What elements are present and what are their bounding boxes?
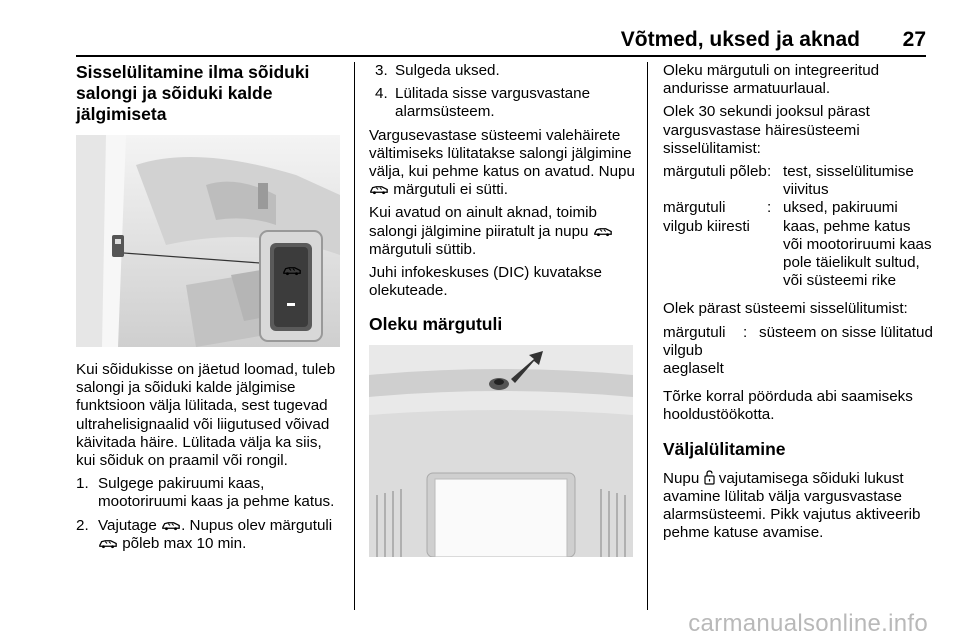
page-number: 27 <box>902 28 926 51</box>
section-title: Võtmed, uksed ja aknad <box>620 28 860 51</box>
column-1 <box>76 62 342 558</box>
step-text: põleb max 10 min. <box>118 534 247 552</box>
unlock-icon <box>704 470 715 485</box>
separator-cell: : <box>767 199 772 217</box>
step-text: Vajutage <box>98 516 162 534</box>
car-alarm-icon <box>593 226 613 237</box>
column-2 <box>369 62 635 557</box>
step-number: 2. <box>76 516 89 534</box>
list-item <box>369 85 635 121</box>
term-cell: märgutuli vilgub aeglaselt <box>663 323 726 378</box>
list-item <box>76 475 342 511</box>
status-table <box>663 324 933 379</box>
car-alarm-icon <box>369 184 389 195</box>
description-cell: süsteem on sisse lülitatud <box>759 323 933 341</box>
steps-list <box>76 475 342 553</box>
section-heading: Väljalülitamine <box>663 438 786 459</box>
separator-cell: : <box>743 323 748 341</box>
paragraph: Kui avatud on ainult aknad, toimib salongi jälgimine piiratult ja nupu märgutuli süttib. <box>369 204 635 259</box>
steps-list <box>369 62 635 122</box>
paragraph: Tõrke korral pöörduda abi saamiseks hooldustöökotta. <box>663 388 913 424</box>
table-row <box>663 199 933 290</box>
step-number: 4. <box>375 85 388 103</box>
paragraph: Juhi infokeskuses (DIC) kuvatakse olekuteade. <box>369 264 602 300</box>
list-item <box>76 517 342 553</box>
step-text: . Nupus olev märgutuli <box>181 516 333 534</box>
description-cell: test, sisselülitumise viivitus <box>783 163 914 199</box>
car-alarm-icon <box>161 520 181 531</box>
list-item <box>369 62 635 80</box>
pedal-area-illustration <box>76 135 340 347</box>
header-rule <box>76 55 926 57</box>
step-number: 1. <box>76 475 89 493</box>
watermark: carmanualsonline.info <box>688 610 928 637</box>
status-table <box>663 163 933 290</box>
paragraph: Vargusevastase süsteemi valehäirete vältimiseks lülitatakse salongi jälgimine välja, kui pehme katus on avatud. Nupu märgutuli ei sütti. <box>369 126 635 199</box>
step-text: Lülitada sisse vargusvastane alarmsüsteem. <box>395 85 591 121</box>
paragraph: Oleku märgutuli on integreeritud andurisse armatuurlaual. <box>663 62 880 98</box>
section-heading: Sisselülitamine ilma sõiduki salongi ja sõiduki kalde jälgimiseta <box>76 62 310 124</box>
paragraph: Olek 30 sekundi jooksul pärast vargusvastase häiresüsteemi sisselülitamist: <box>663 103 870 157</box>
table-row <box>663 324 933 379</box>
section-heading: Oleku märgutuli <box>369 314 503 335</box>
car-alarm-icon <box>98 538 118 549</box>
column-divider <box>647 62 648 610</box>
separator-cell: : <box>767 163 772 181</box>
column-divider <box>354 62 355 610</box>
term-cell: märgutuli vilgub kiiresti <box>663 199 750 235</box>
intro-paragraph: Kui sõidukisse on jäetud loomad, tuleb salongi ja sõiduki kalde jälgimise funktsioon välja lülitada, sest tugevad ultrahelisignaalid või liigutused võivad käivitada häire. Lülitada välja ka siis, kui sõiduk on praamil või rongil. <box>76 361 336 470</box>
description-cell: uksed, pakiruumi kaas, pehme katus või mootoriruumi kaas pole täielikult sultud, või süsteemi rike <box>783 199 932 290</box>
step-text: Sulgeda uksed. <box>395 62 500 79</box>
table-row <box>663 163 933 199</box>
step-number: 3. <box>375 62 388 79</box>
paragraph: Nupu vajutamisega sõiduki lukust avamine lülitab välja vargusvastase alarmsüsteemi. Pikk vajutus aktiveerib pehme katuse avamise. <box>663 469 921 542</box>
dashboard-illustration <box>369 345 633 557</box>
paragraph: Olek pärast süsteemi sisselülitumist: <box>663 300 908 318</box>
column-3 <box>663 62 933 547</box>
page-header <box>0 0 960 60</box>
term-cell: märgutuli põleb <box>663 163 767 181</box>
step-text: Sulgege pakiruumi kaas, mootoriruumi kaas ja pehme katus. <box>98 475 335 511</box>
